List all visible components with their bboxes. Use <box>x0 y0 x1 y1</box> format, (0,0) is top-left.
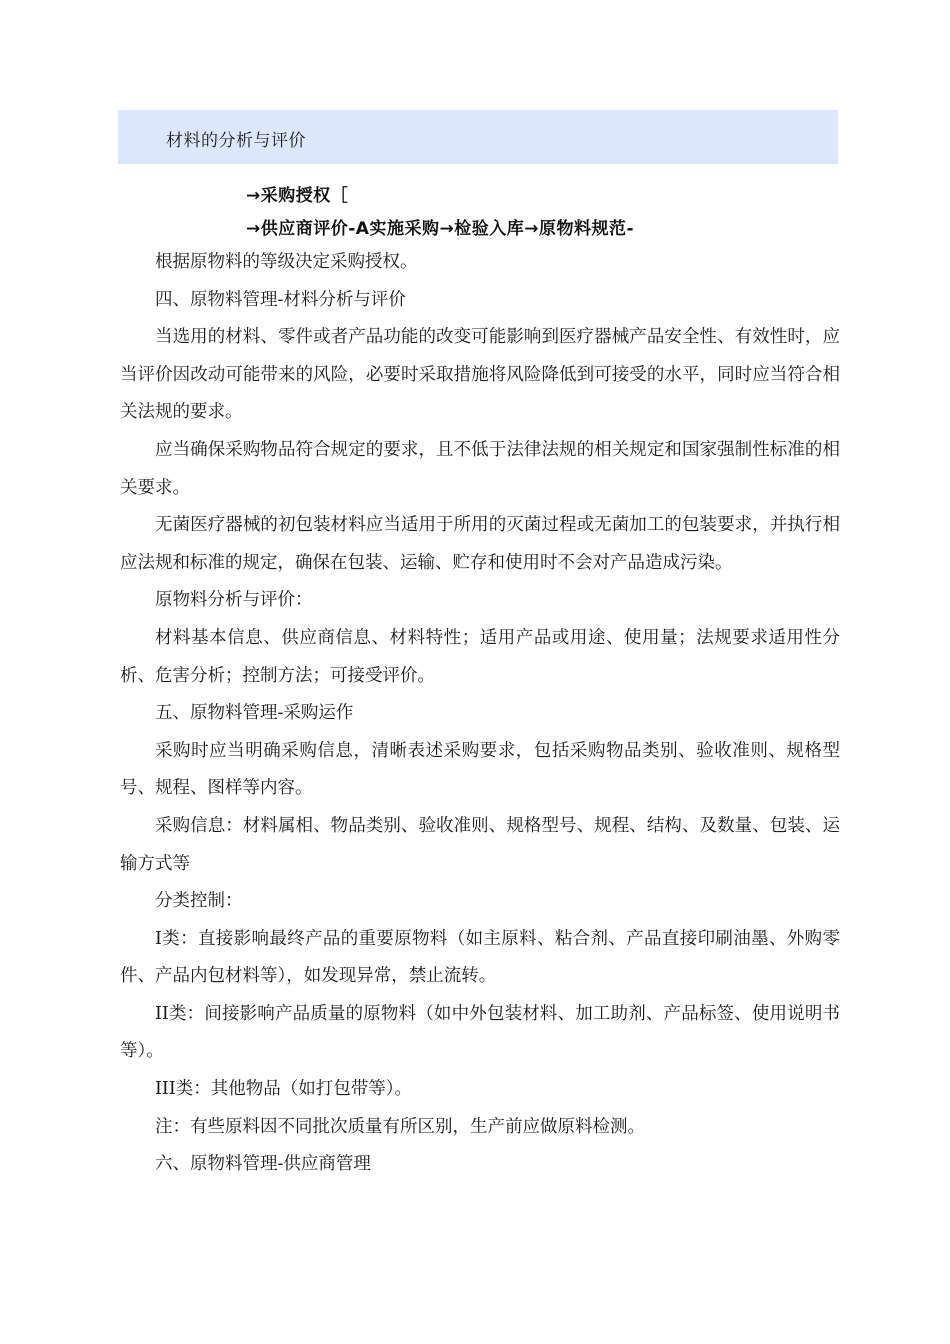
paragraph: 材料基本信息、供应商信息、材料特性；适用产品或用途、使用量；法规要求适用性分析、危害分析；控制方法；可接受评价。 <box>120 627 840 686</box>
body-text <box>120 244 840 1184</box>
paragraph: 分类控制： <box>155 891 243 912</box>
flow-line-procurement-process: →供应商评价-A实施采购→检验入库→原物料规范- <box>246 219 634 239</box>
paragraph: 采购信息：材料属相、物品类别、验收准则、规格型号、规程、结构、及数量、包装、运输方式等 <box>120 815 840 874</box>
paragraph: 当选用的材料、零件或者产品功能的改变可能影响到医疗器械产品安全性、有效性时，应当评价因改动可能带来的风险，必要时采取措施将风险降低到可接受的水平，同时应当符合相关法规的要求。 <box>120 327 840 423</box>
section-heading: 四、原物料管理-材料分析与评价 <box>155 289 406 310</box>
section-title: 材料的分析与评价 <box>166 131 306 151</box>
list-item: I类：直接影响最终产品的重要原物料（如主原料、粘合剂、产品直接印刷油墨、外购零件、产品内包材料等），如发现异常，禁止流转。 <box>120 928 840 987</box>
section-heading: 六、原物料管理-供应商管理 <box>155 1154 371 1175</box>
paragraph: 原物料分析与评价： <box>155 590 313 611</box>
list-item: II类：间接影响产品质量的原物料（如中外包装材料、加工助剂、产品标签、使用说明书等）。 <box>120 1003 840 1062</box>
paragraph: 无菌医疗器械的初包装材料应当适用于所用的灭菌过程或无菌加工的包装要求，并执行相应法规和标准的规定，确保在包装、运输、贮存和使用时不会对产品造成污染。 <box>120 515 840 573</box>
paragraph: 采购时应当明确采购信息，清晰表述采购要求，包括采购物品类别、验收准则、规格型号、规程、图样等内容。 <box>120 740 840 799</box>
section-heading: 五、原物料管理-采购运作 <box>155 703 354 724</box>
paragraph: 应当确保采购物品符合规定的要求，且不低于法律法规的相关规定和国家强制性标准的相关要求。 <box>120 439 840 498</box>
note-paragraph: 注：有些原料因不同批次质量有所区别，生产前应做原料检测。 <box>155 1116 645 1137</box>
flow-line-purchase-authorization: →采购授权［ <box>246 186 349 206</box>
section-header-band <box>118 110 838 164</box>
list-item: III类：其他物品（如打包带等）。 <box>155 1079 412 1100</box>
paragraph: 根据原物料的等级决定采购授权。 <box>155 252 418 272</box>
